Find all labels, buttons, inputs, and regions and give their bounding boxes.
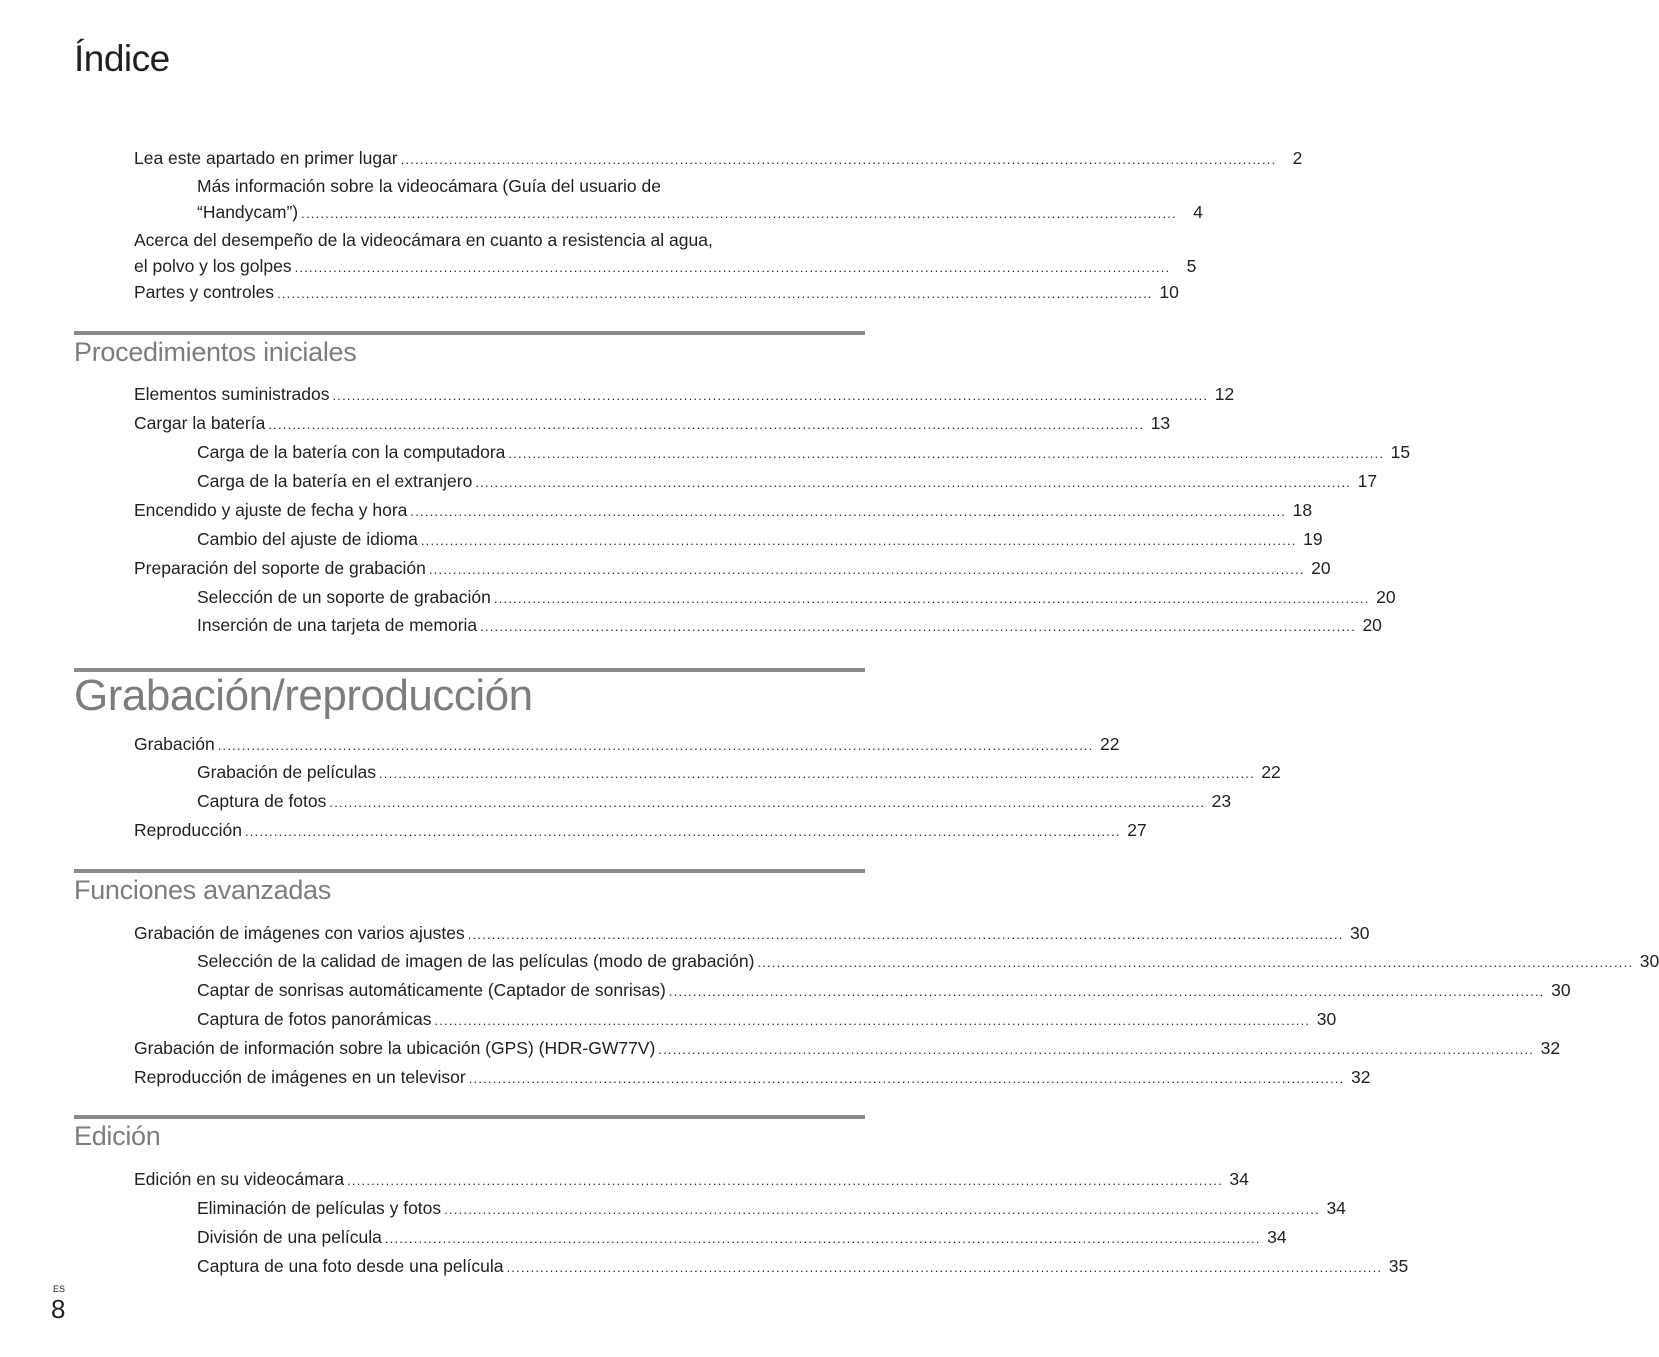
- toc-entry[interactable]: [197, 611, 1382, 640]
- toc-entry[interactable]: [197, 1252, 1409, 1281]
- entry-page: 30: [1316, 1009, 1337, 1029]
- entry-label: “Handycam”): [197, 202, 299, 222]
- leader-dots: ......................................................................................................................................................................................: [244, 824, 1121, 839]
- toc-entry[interactable]: [134, 496, 1313, 525]
- entry-page: 10: [1159, 282, 1179, 302]
- section-title: Funciones avanzadas: [74, 875, 331, 905]
- leader-dots: ......................................................................................................................................................................................: [444, 1202, 1320, 1217]
- entry-label: Edición en su videocámara: [134, 1169, 345, 1189]
- section-rule: [74, 869, 865, 873]
- section-rule: [74, 331, 865, 335]
- toc-entry[interactable]: [134, 1034, 1561, 1063]
- entry-label-line1: Más información sobre la videocámara (Guía del usuario de: [197, 176, 661, 196]
- entry-page: 30: [1350, 923, 1370, 943]
- toc-entry[interactable]: [134, 1063, 1371, 1092]
- entry-page: 30: [1639, 951, 1659, 971]
- leader-dots: ......................................................................................................................................................................................: [379, 766, 1255, 781]
- entry-label: Elementos suministrados: [134, 384, 330, 404]
- leader-dots: ......................................................................................................................................................................................: [467, 927, 1344, 942]
- leader-dots: ......................................................................................................................................................................................: [400, 152, 1277, 167]
- leader-dots: ......................................................................................................................................................................................: [428, 562, 1305, 577]
- page-language-code: ES: [53, 1284, 66, 1294]
- entry-label: Selección de la calidad de imagen de las películas (modo de grabación): [197, 951, 755, 971]
- leader-dots: ......................................................................................................................................................................................: [658, 1042, 1535, 1057]
- toc-entry[interactable]: [134, 554, 1331, 583]
- leader-dots: ......................................................................................................................................................................................: [384, 1231, 1261, 1246]
- entry-label: Carga de la batería en el extranjero: [197, 471, 473, 491]
- leader-dots: ......................................................................................................................................................................................: [468, 1071, 1345, 1086]
- entry-label: Inserción de una tarjeta de memoria: [197, 615, 478, 635]
- entry-label: Carga de la batería con la computadora: [197, 442, 506, 462]
- entry-label: Grabación: [134, 734, 215, 754]
- entry-page: 22: [1261, 762, 1281, 782]
- leader-dots: ......................................................................................................................................................................................: [329, 795, 1206, 810]
- toc-entry[interactable]: [134, 816, 1147, 845]
- entry-page: 12: [1214, 384, 1235, 404]
- entry-page: 32: [1540, 1038, 1561, 1058]
- entry-page: 23: [1211, 791, 1232, 811]
- entry-label: Captura de una foto desde una película: [197, 1256, 504, 1276]
- leader-dots: ......................................................................................................................................................................................: [668, 984, 1545, 999]
- toc-entry[interactable]: [197, 1005, 1337, 1034]
- section-title: Procedimientos iniciales: [74, 337, 357, 367]
- section-rule: [74, 1115, 865, 1119]
- entry-label: Grabación de películas: [197, 762, 376, 782]
- entry-page: 34: [1229, 1169, 1249, 1189]
- leader-dots: ......................................................................................................................................................................................: [294, 260, 1171, 275]
- toc-entry[interactable]: [197, 947, 1659, 976]
- entry-label: División de una película: [197, 1227, 382, 1247]
- entry-label: Encendido y ajuste de fecha y hora: [134, 500, 408, 520]
- toc-entry[interactable]: [134, 144, 1303, 173]
- entry-label-line1: Acerca del desempeño de la videocámara en cuanto a resistencia al agua,: [134, 230, 713, 250]
- entry-label: Captar de sonrisas automáticamente (Captador de sonrisas): [197, 980, 666, 1000]
- entry-label: Grabación de imágenes con varios ajustes: [134, 923, 465, 943]
- entry-label: Captura de fotos: [197, 791, 327, 811]
- entry-page: 5: [1186, 256, 1197, 276]
- entry-label: Reproducción de imágenes en un televisor: [134, 1067, 466, 1087]
- toc-entry[interactable]: [197, 438, 1411, 467]
- leader-dots: ......................................................................................................................................................................................: [268, 417, 1145, 432]
- toc-entry[interactable]: [197, 173, 1203, 227]
- leader-dots: ......................................................................................................................................................................................: [508, 446, 1385, 461]
- leader-dots: ......................................................................................................................................................................................: [493, 591, 1370, 606]
- page-title: Índice: [74, 38, 170, 79]
- entry-page: 4: [1193, 202, 1203, 222]
- toc-entry[interactable]: [197, 1223, 1287, 1252]
- entry-page: 20: [1311, 558, 1331, 578]
- entry-label: Preparación del soporte de grabación: [134, 558, 426, 578]
- entry-label: Eliminación de películas y fotos: [197, 1198, 442, 1218]
- entry-page: 34: [1267, 1227, 1287, 1247]
- leader-dots: ......................................................................................................................................................................................: [506, 1260, 1383, 1275]
- toc-entry[interactable]: [134, 1165, 1249, 1194]
- leader-dots: ......................................................................................................................................................................................: [757, 955, 1634, 970]
- entry-page: 13: [1150, 413, 1171, 433]
- entry-page: 2: [1292, 148, 1303, 168]
- toc-entry[interactable]: [134, 227, 1197, 281]
- toc-entry[interactable]: [197, 758, 1281, 787]
- entry-label: el polvo y los golpes: [134, 256, 292, 276]
- entry-page: 15: [1390, 442, 1411, 462]
- leader-dots: ......................................................................................................................................................................................: [420, 533, 1297, 548]
- entry-page: 20: [1362, 615, 1382, 635]
- toc-entry[interactable]: [197, 1194, 1346, 1223]
- leader-dots: ......................................................................................................................................................................................: [332, 388, 1209, 403]
- toc-entry[interactable]: [197, 976, 1571, 1005]
- toc-entry[interactable]: [134, 409, 1171, 438]
- entry-label: Cambio del ajuste de idioma: [197, 529, 418, 549]
- entry-label: Selección de un soporte de grabación: [197, 587, 491, 607]
- section-title: Edición: [74, 1121, 161, 1151]
- entry-page: 20: [1376, 587, 1396, 607]
- entry-label: Grabación de información sobre la ubicación (GPS) (HDR-GW77V): [134, 1038, 656, 1058]
- entry-page: 19: [1303, 529, 1323, 549]
- entry-page: 32: [1351, 1067, 1371, 1087]
- leader-dots: ......................................................................................................................................................................................: [347, 1173, 1223, 1188]
- entry-label: Cargar la batería: [134, 413, 266, 433]
- leader-dots: ......................................................................................................................................................................................: [217, 738, 1094, 753]
- leader-dots: ......................................................................................................................................................................................: [434, 1013, 1311, 1028]
- entry-label: Reproducción: [134, 820, 242, 840]
- toc-entry[interactable]: [197, 467, 1378, 496]
- leader-dots: ......................................................................................................................................................................................: [277, 286, 1153, 301]
- entry-page: 30: [1551, 980, 1571, 1000]
- entry-page: 18: [1292, 500, 1313, 520]
- entry-label: Captura de fotos panorámicas: [197, 1009, 432, 1029]
- entry-label: Lea este apartado en primer lugar: [134, 148, 398, 168]
- entry-label: Partes y controles: [134, 282, 275, 302]
- entry-page: 22: [1100, 734, 1120, 754]
- toc-entry[interactable]: [197, 525, 1323, 554]
- leader-dots: ......................................................................................................................................................................................: [480, 619, 1356, 634]
- leader-dots: ......................................................................................................................................................................................: [475, 475, 1352, 490]
- section-title: Grabación/reproducción: [74, 671, 533, 720]
- entry-page: 34: [1326, 1198, 1346, 1218]
- leader-dots: ......................................................................................................................................................................................: [301, 206, 1177, 221]
- toc-entry[interactable]: [134, 278, 1179, 307]
- leader-dots: ......................................................................................................................................................................................: [410, 504, 1287, 519]
- page-number: 8: [51, 1294, 66, 1324]
- entry-page: 17: [1357, 471, 1378, 491]
- toc-entry[interactable]: [134, 380, 1235, 409]
- toc-entry[interactable]: [197, 787, 1232, 816]
- toc-entry[interactable]: [134, 730, 1120, 759]
- entry-page: 35: [1388, 1256, 1409, 1276]
- toc-entry[interactable]: [134, 919, 1370, 948]
- toc-entry[interactable]: [197, 583, 1396, 612]
- entry-page: 27: [1127, 820, 1147, 840]
